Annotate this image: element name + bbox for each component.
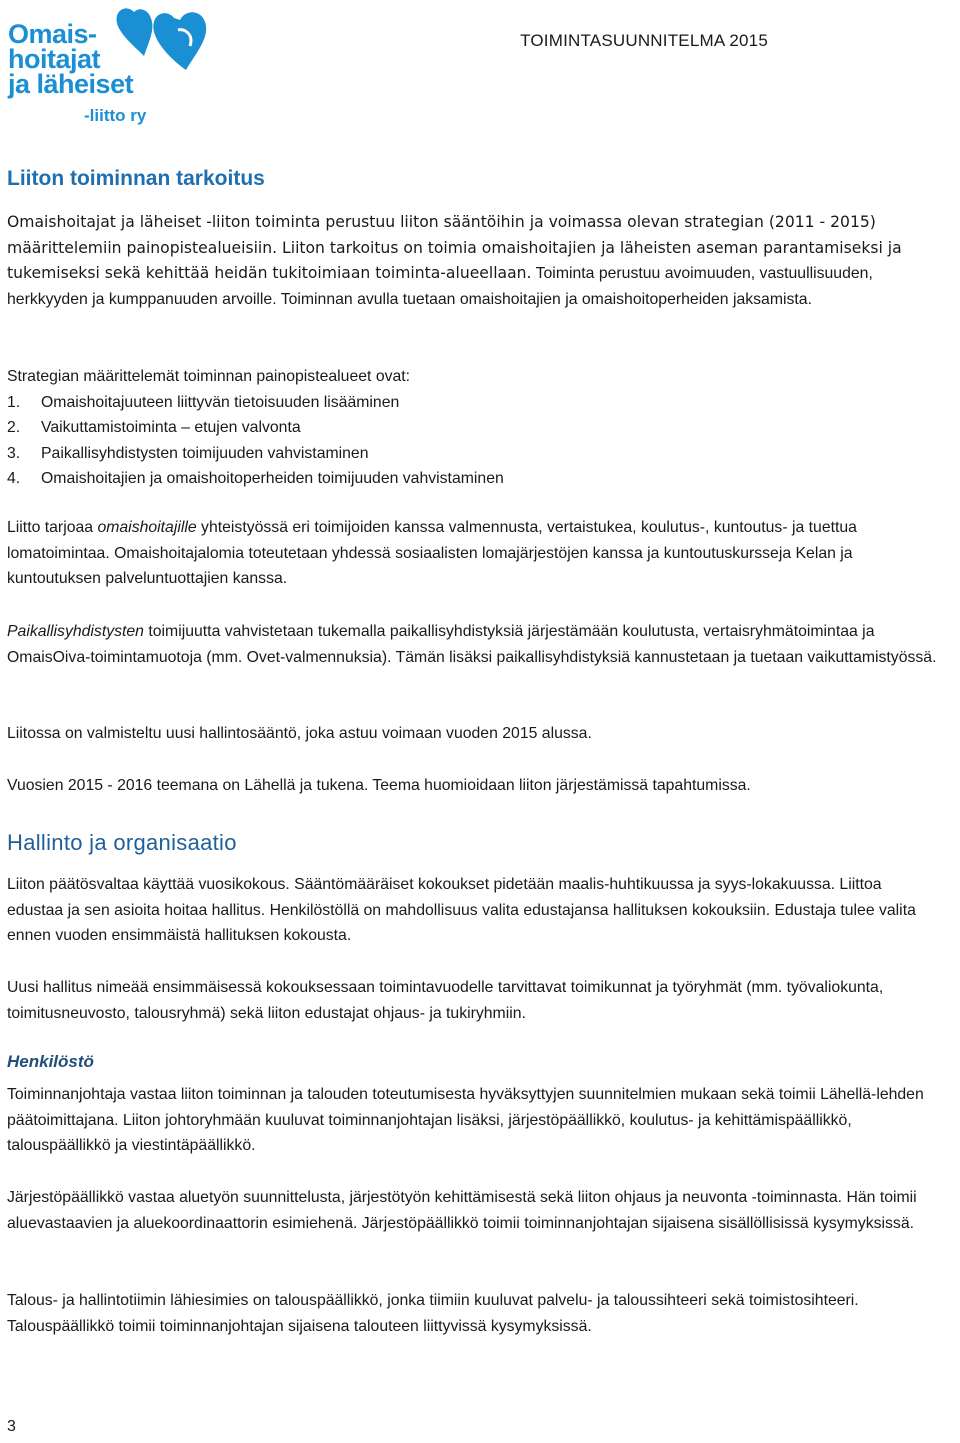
local-associations-paragraph: Paikallisyhdistysten toimijuutta vahvistetaan tukemalla paikallisyhdistyksiä järjestämään koulutusta, vertaisryhmätoimintaa ja OmaisOiva-toimintamuotoja (mm. Ovet-valmennuksia). Tämän lisäksi paikallisyhdistyksiä kannustetaan ja tuetaan vaikuttamistyössä.	[7, 623, 937, 666]
staff-paragraph-3: Talous- ja hallintotiimin lähiesimies on talouspäällikkö, jonka tiimiin kuuluvat palvelu- ja taloussihteeri sekä toimistosihteeri. Talouspäällikkö toimii toiminnanjohtajan sijaisena talouteen liittyvissä kysymyksissä.	[7, 1292, 859, 1335]
intro-values-text: Toiminta perustuu avoimuuden, vastuullisuuden, herkkyyden ja kumppanuuden arvoille. Toiminnan avulla tuetaan omaishoitajien ja omaishoitoperheiden jaksamista.	[7, 265, 873, 309]
staff-paragraph-2: Järjestöpäällikkö vastaa aluetyön suunnittelusta, järjestötyön kehittämisestä sekä liiton ohjaus ja neuvonta -toiminnasta. Hän toimii aluevastaavien ja aluekoordinaattorin esimiehenä. Järjestöpäällikkö toimii toiminnanjohtajan sijaisena sisällöllisissä kysymyksissä.	[7, 1189, 917, 1232]
intro-arial-text: Omaishoitajat ja läheiset -liiton toiminta perustuu liiton sääntöihin ja voimassa olevan strategian (2011 - 2015) määrittelemiin painopistealueisiin. Liiton tarkoitus on toimia omaishoitajien ja läheisten aseman parantamiseksi ja tukemiseksi sekä kehittää heidän tukitoimiaan toiminta-alueellaan.	[7, 213, 902, 283]
logo-wordmark: Omais- hoitajat ja läheiset	[8, 19, 134, 99]
administration-paragraph: Liiton päätösvaltaa käyttää vuosikokous. Sääntömääräiset kokoukset pidetään maalis-huhtikuussa ja syys-lokakuussa. Liittoa edustaa ja sen asioita hoitaa hallitus. Henkilöstöllä on mahdollisuus valita edustajansa hallituksen kokouksiin. Edustaja tulee valita ennen vuoden ensimmäistä hallituksen kokousta.	[7, 876, 916, 945]
logo-subtitle: -liitto ry	[84, 106, 147, 125]
board-paragraph: Uusi hallitus nimeää ensimmäisessä kokouksessaan toimintavuodelle tarvittavat toimikunnat ja työryhmät (mm. työvaliokunta, toimitusneuvosto, talousryhmä) sekä liiton edustajat ohjaus- ja tukiryhmiin.	[7, 979, 884, 1022]
page-number: 3	[7, 1418, 16, 1435]
list-item: 3. Paikallisyhdistysten toimijuuden vahvistaminen	[7, 444, 369, 462]
section-heading-staff: Henkilöstö	[7, 1052, 94, 1071]
intro-paragraph	[7, 210, 937, 313]
list-item: 4. Omaishoitajien ja omaishoitoperheiden toimijuuden vahvistaminen	[7, 469, 504, 487]
services-paragraph: Liitto tarjoaa omaishoitajille yhteistyössä eri toimijoiden kanssa valmennusta, vertaistukea, koulutus-, kuntoutus- ja tuettua lomatoimintaa. Omaishoitajalomia toteutetaan yhdessä sosiaalisten lomajärjestöjen kanssa ja kuntoutuskursseja Kelan ja kuntoutuksen palveluntuottajien kanssa.	[7, 519, 857, 588]
priority-list	[7, 390, 504, 491]
staff-paragraph-1: Toiminnanjohtaja vastaa liiton toiminnan ja talouden toteutumisesta hyväksyttyjen suunnitelmien mukaan sekä toimii Lähellä-lehden päätoimittajana. Liiton johtoryhmään kuuluvat toiminnanjohtajan lisäksi, järjestöpäällikkö, koulutus- ja kehittämispäällikkö, talouspäällikkö ja viestintäpäällikkö.	[7, 1086, 924, 1155]
list-item: 1. Omaishoitajuuteen liittyvän tietoisuuden lisääminen	[7, 394, 400, 411]
list-item: 2. Vaikuttamistoiminta – etujen valvonta	[7, 419, 301, 437]
logo	[6, 4, 206, 124]
section-heading-purpose: Liiton toiminnan tarkoitus	[7, 167, 265, 190]
document-title: TOIMINTASUUNNITELMA 2015	[520, 31, 768, 50]
theme-paragraph: Vuosien 2015 - 2016 teemana on Lähellä ja tukena. Teema huomioidaan liiton järjestämissä tapahtumissa.	[7, 777, 751, 794]
priority-list-title: Strategian määrittelemät toiminnan painopistealueet ovat:	[7, 368, 411, 385]
hearts-icon	[114, 4, 214, 84]
section-heading-administration: Hallinto ja organisaatio	[7, 830, 237, 855]
governance-rule-paragraph: Liitossa on valmisteltu uusi hallintosääntö, joka astuu voimaan vuoden 2015 alussa.	[7, 725, 592, 742]
